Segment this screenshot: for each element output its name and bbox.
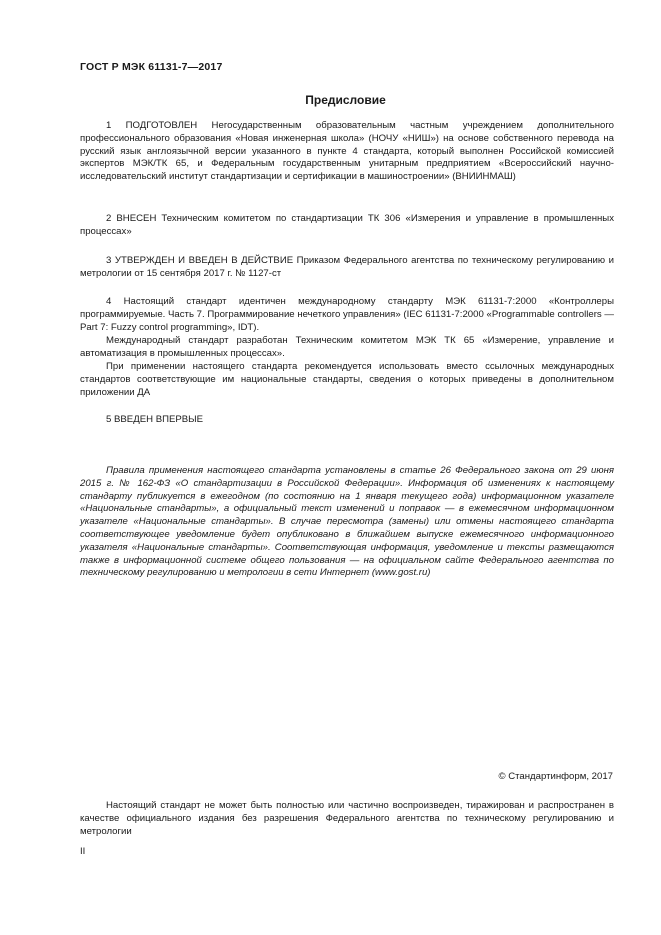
application-rules-notice: Правила применения настоящего стандарта установлены в статье 26 Федерального закона от 29 июня 2015 г. № 162-ФЗ «О стандартизации в Российской Федерации». Информация об изменениях к настоящему стандарту публикуется в ежегодном (по состоянию на 1 января текущего года) информационном указателе «Национальные стандарты», а официальный текст изменений и поправок — в ежемесячном информационном указателе «Национальные стандарты». В случае пересмотра (замены) или отмены настоящего стандарта соответствующее уведомление будет опубликовано в ближайшем выпуске ежемесячного информационного указателя «Национальные стандарты». Соответствующая информация, уведомление и тексты размещаются также в информационной системе общего пользования — на официальном сайте Федерального агентства по техническому регулированию и метрологии в сети Интернет (www.gost.ru) xyxy=(80,465,614,579)
paragraph-identity: 4 Настоящий стандарт идентичен международному стандарту МЭК 61131-7:2000 «Контроллеры программируемые. Часть 7. Программирование нечеткого управления» (IEC 61131-7:2000 «Programmable controllers — Part 7: Fuzzy control programming», IDT). xyxy=(80,296,614,333)
page-number: II xyxy=(80,846,86,857)
standard-code-header: ГОСТ Р МЭК 61131-7—2017 xyxy=(80,61,223,73)
paragraph-developed-by: Международный стандарт разработан Техническим комитетом МЭК ТК 65 «Измерение, управление и автоматизация в промышленных процессах». xyxy=(80,335,614,359)
paragraph-approved: 3 УТВЕРЖДЕН И ВВЕДЕН В ДЕЙСТВИЕ Приказом Федерального агентства по техническому регулированию и метрологии от 15 сентября 2017 г. № 1127-ст xyxy=(80,255,614,279)
page-title: Предисловие xyxy=(305,93,386,107)
reproduction-notice: Настоящий стандарт не может быть полностью или частично воспроизведен, тиражирован и распространен в качестве официального издания без разрешения Федерального агентства по техническому регулированию и метрологии xyxy=(80,800,614,837)
paragraph-submitted-by: 2 ВНЕСЕН Техническим комитетом по стандартизации ТК 306 «Измерения и управление в промышленных процессах» xyxy=(80,213,614,237)
copyright-line: © Стандартинформ, 2017 xyxy=(498,771,613,782)
paragraph-first-introduced: 5 ВВЕДЕН ВПЕРВЫЕ xyxy=(106,414,204,425)
paragraph-references: При применении настоящего стандарта рекомендуется использовать вместо ссылочных международных стандартов соответствующие им национальные стандарты, сведения о которых приведены в дополнительном приложении ДА xyxy=(80,361,614,398)
paragraph-prepared-by: 1 ПОДГОТОВЛЕН Негосударственным образовательным частным учреждением дополнительного профессионального образования «Новая инженерная школа» (НОЧУ «НИШ») на основе собственного перевода на русский язык англоязычной версии указанного в пункте 4 стандарта, который выполнен Российской комиссией экспертов МЭК/ТК 65, и Федеральным государственным унитарным предприятием «Всероссийский научно-исследовательский институт стандартизации и сертификации в машиностроении» (ВНИИНМАШ) xyxy=(80,120,614,183)
